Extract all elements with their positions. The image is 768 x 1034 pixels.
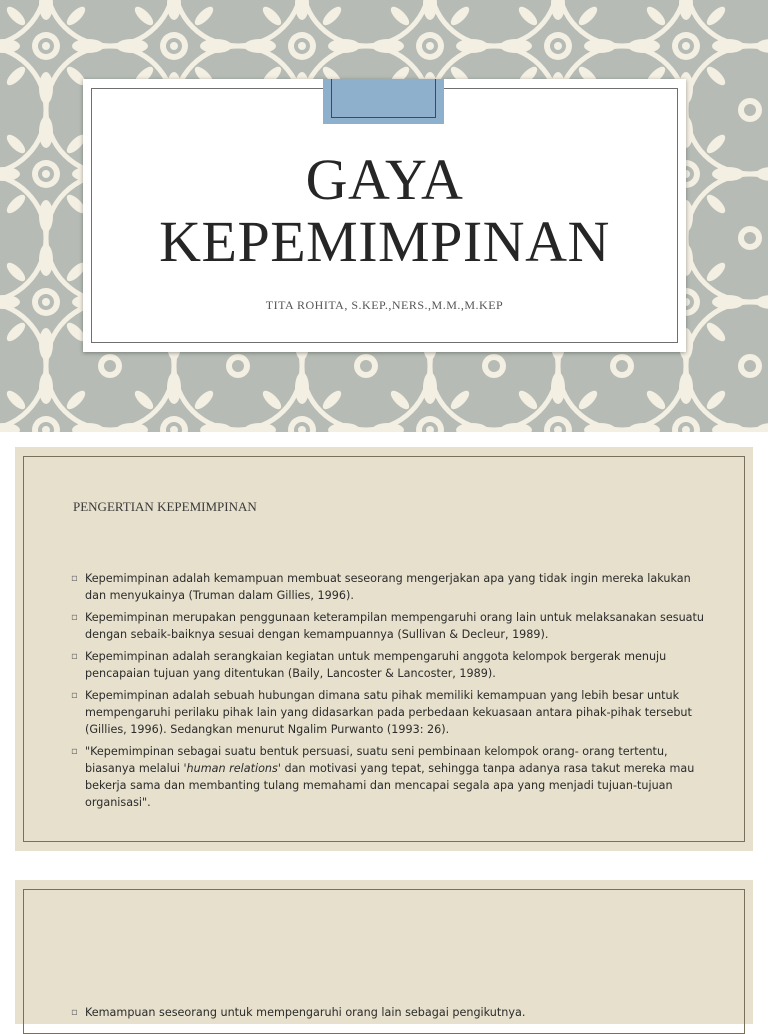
- list-item: [71, 1004, 711, 1021]
- section-heading: PENGERTIAN KEPEMIMPINAN: [73, 499, 257, 514]
- title-card: [83, 79, 686, 352]
- bullet-icon: ▫: [71, 1007, 78, 1018]
- slide-title-line-1: GAYA: [305, 147, 464, 212]
- list-item-text: Kepemimpinan adalah kemampuan membuat seseorang mengerjakan apa yang tidak ingin mereka lakukan dan menyukainya (Truman dalam Gillies, 1996).: [85, 572, 691, 602]
- list-item-text: Kepemimpinan adalah sebuah hubungan dimana satu pihak memiliki kemampuan yang lebih besar untuk mempengaruhi perilaku pihak lain yang didasarkan pada perbedaan kekuasaan antara pihak-pihak tersebut (Gillies, 1996). Sedangkan menurut Ngalim Purwanto (1993: 26).: [85, 689, 692, 736]
- list-item: [71, 609, 711, 643]
- quote-text-start: "Kepemimpinan sebagai suatu bentuk persuasi, suatu seni pembinaan kelompok orang- orang tertentu, biasanya melalui: [85, 745, 668, 775]
- title-slide: [0, 0, 768, 432]
- bullet-icon: ▫: [71, 573, 78, 584]
- quote-text-italic: 'human relations': [183, 762, 281, 775]
- bullet-icon: ▫: [71, 746, 78, 757]
- slide-title-line-2: KEPEMIMPINAN: [159, 209, 610, 274]
- quote-text-end: dan motivasi yang tepat, sehingga tanpa adanya rasa takut mereka mau bekerja sama dan membanting tulang memahami dan mencapai segala apa yang menjadi tujuan-tujuan organisasi".: [85, 762, 695, 809]
- list-item-text: Kemampuan seseorang untuk mempengaruhi orang lain sebagai pengikutnya.: [85, 1006, 526, 1019]
- bullet-icon: ▫: [71, 612, 78, 623]
- list-item-text: Kepemimpinan merupakan penggunaan keterampilan mempengaruhi orang lain untuk melaksanakan sesuatu dengan sebaik-baiknya sesuai dengan kemampuannya (Sullivan & Decleur, 1989).: [85, 611, 705, 641]
- list-item: [71, 570, 711, 604]
- title-card-tab-frame: [331, 79, 436, 118]
- slide-title: [83, 149, 686, 273]
- definition-list: [71, 570, 711, 816]
- definition-slide: [15, 447, 753, 851]
- list-item-text: Kepemimpinan adalah serangkaian kegiatan untuk mempengaruhi anggota kelompok bergerak menuju pencapaian tujuan yang ditentukan (Baily, Lancoster & Lancoster, 1989).: [85, 650, 667, 680]
- ability-slide: [15, 880, 753, 1024]
- slide-subtitle: TITA ROHITA, S.KEP.,NERS.,M.M.,M.KEP: [265, 298, 504, 312]
- ability-list: [71, 1004, 711, 1026]
- list-item: [71, 743, 711, 811]
- bullet-icon: ▫: [71, 651, 78, 662]
- list-item: [71, 648, 711, 682]
- list-item: [71, 687, 711, 738]
- bullet-icon: ▫: [71, 690, 78, 701]
